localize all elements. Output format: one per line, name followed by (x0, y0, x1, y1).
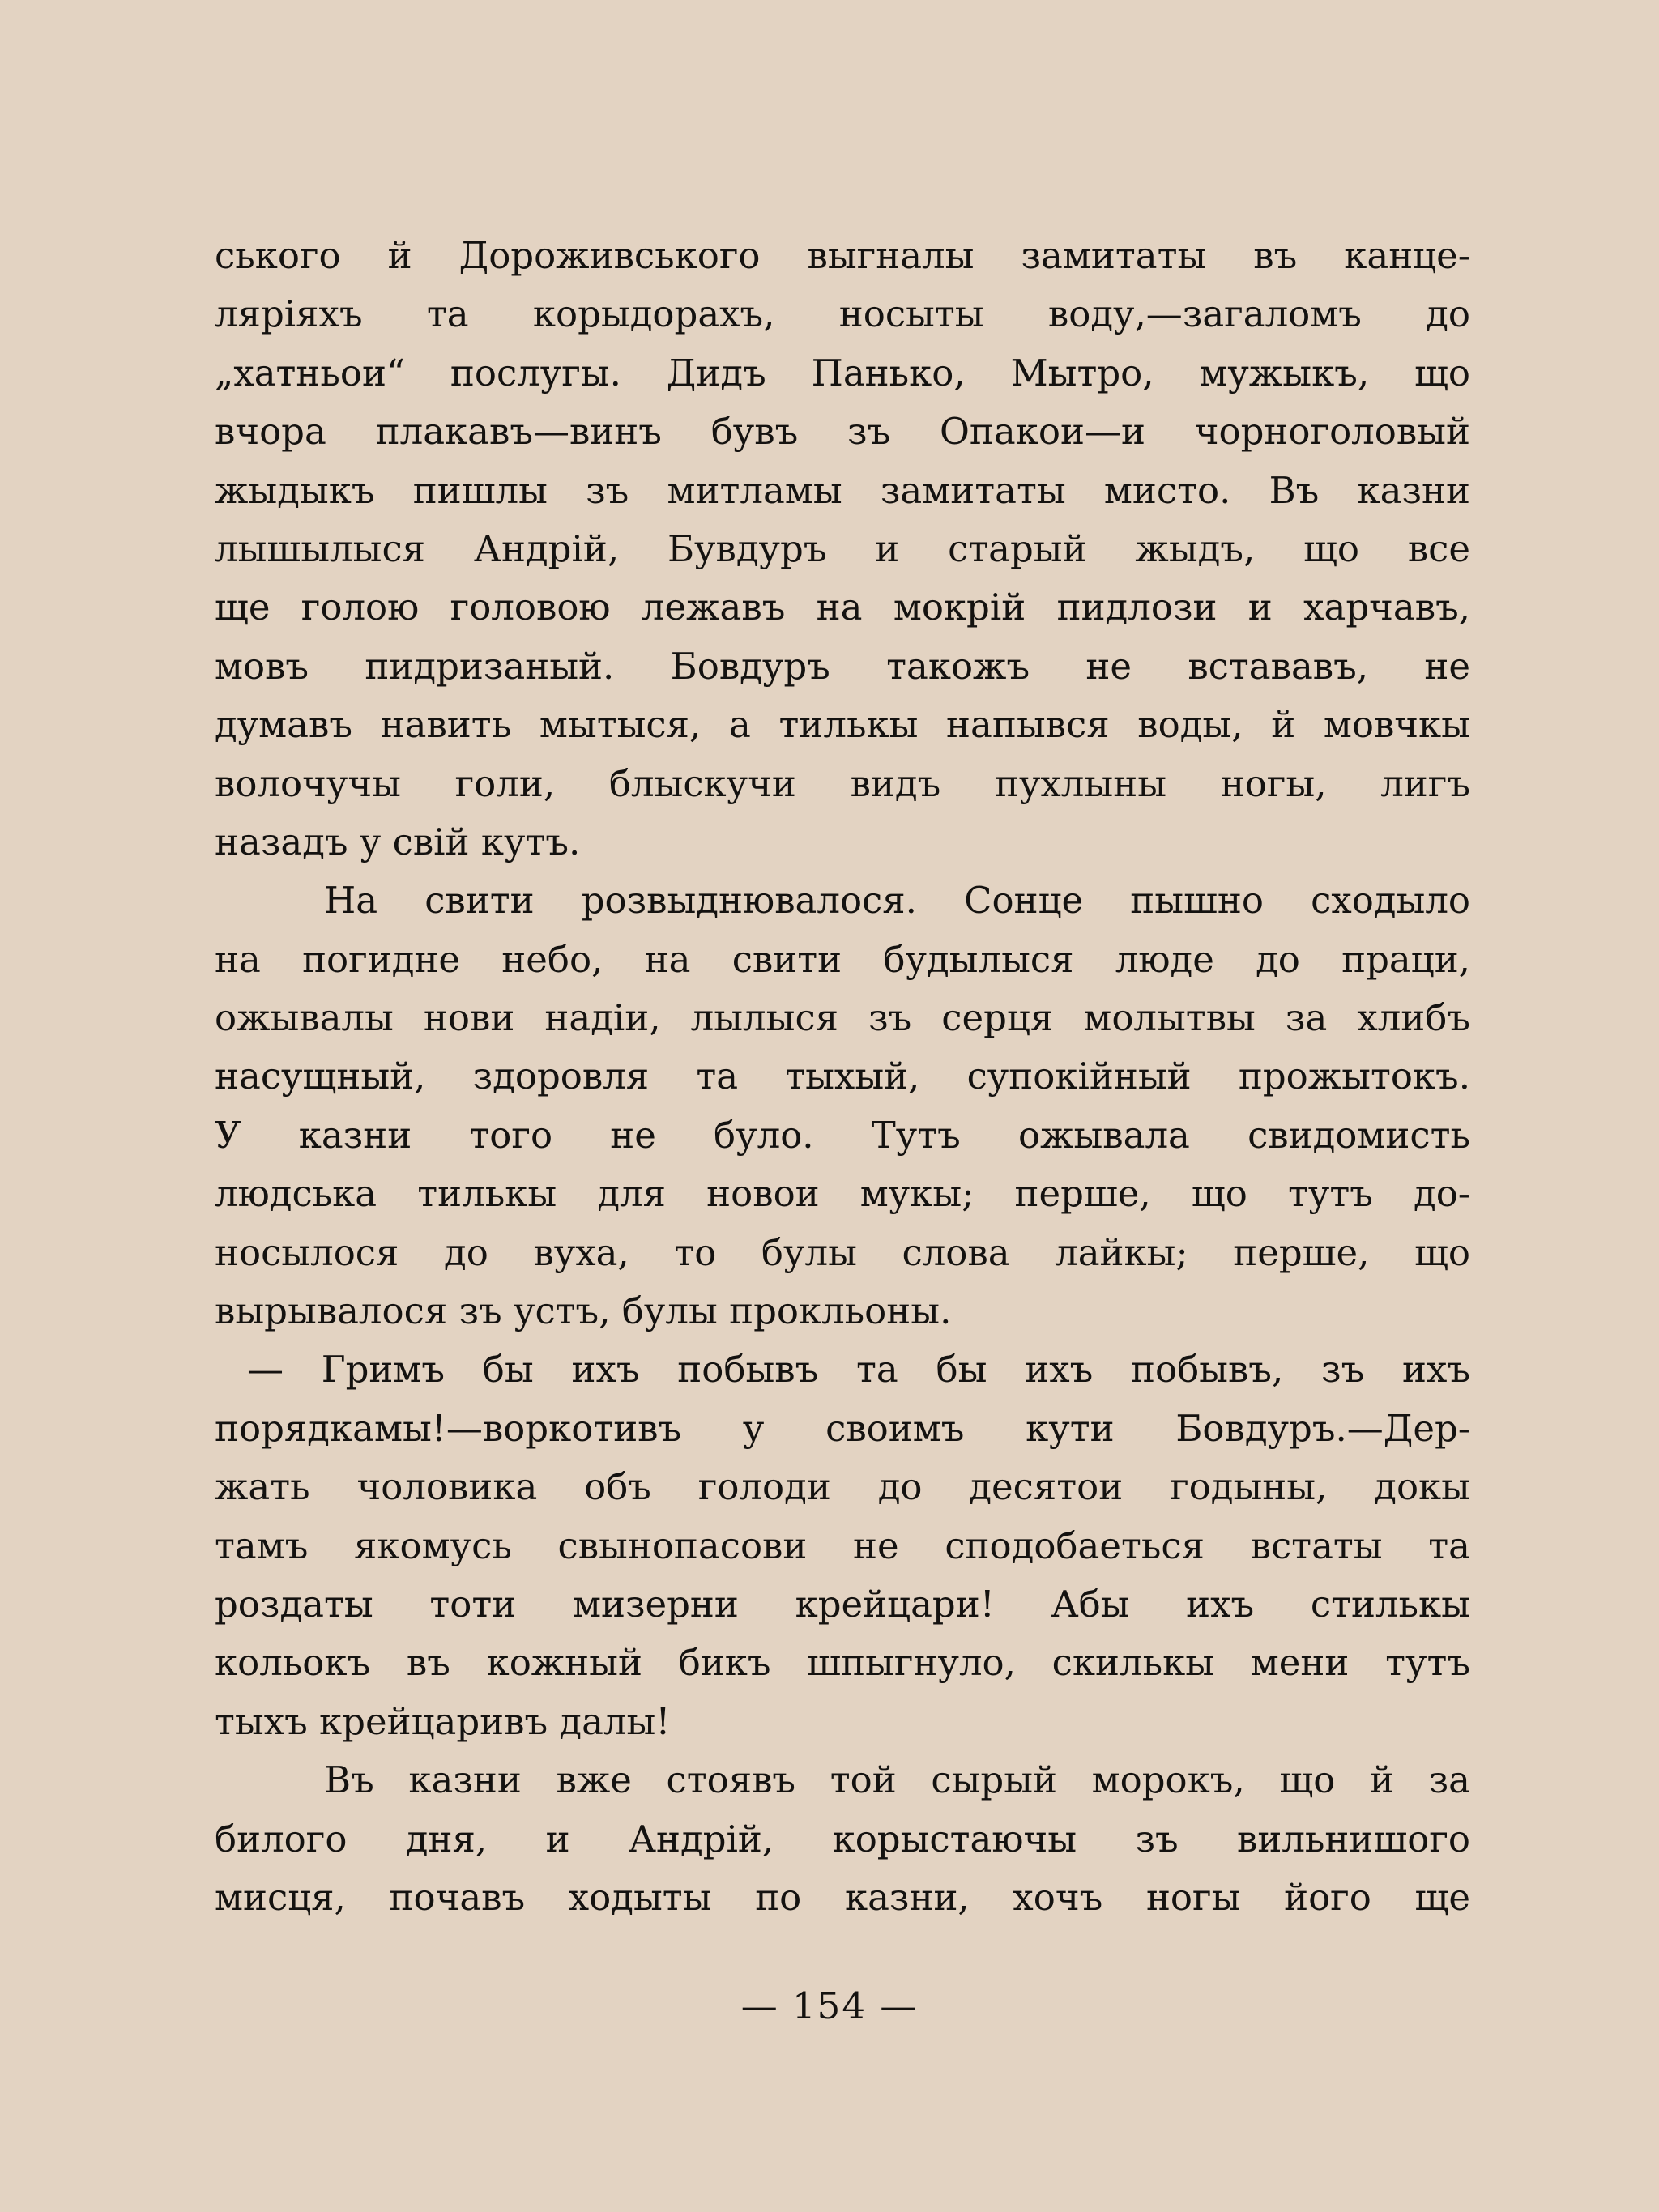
text-line: ще голою головою лежавъ на мокрій пидлози и харчавъ, (215, 586, 1470, 629)
text-line: тыхъ крейцаривъ далы! (215, 1699, 671, 1743)
text-line: мисця, почавъ ходыты по казни, хочъ ногы його ще (215, 1875, 1470, 1919)
text-line: людська тилькы для новои мукы; перше, що тутъ до- (215, 1172, 1470, 1216)
text-line: — Гримъ бы ихъ побывъ та бы ихъ побывъ, зъ ихъ (247, 1348, 1470, 1392)
text-line: жыдыкъ пишлы зъ митламы замитаты мисто. Въ казни (215, 468, 1470, 512)
text-line: на погидне небо, на свити будылыся люде до праци, (215, 937, 1470, 981)
text-line: кольокъ въ кожный бикъ шпыгнуло, скилькы мени тутъ (215, 1641, 1470, 1685)
text-line: волочучы голи, блыскучи видъ пухлыны ногы, лигъ (215, 761, 1470, 805)
body-text (215, 227, 1470, 1927)
text-line: ляріяхъ та корыдорахъ, носыты воду,—загаломъ до (215, 292, 1470, 336)
text-line: жать чоловика объ голоди до десятои годыны, докы (215, 1465, 1470, 1509)
text-line: мовъ пидризаный. Бовдуръ такожъ не встававъ, не (215, 644, 1470, 688)
text-line: роздаты тоти мизерни крейцари! Абы ихъ стилькы (215, 1582, 1470, 1626)
text-line: лышылыся Андрій, Бувдуръ и старый жыдъ, що все (215, 526, 1470, 570)
text-line: носылося до вуха, то булы слова лайкы; перше, що (215, 1230, 1470, 1274)
text-line: ожывалы нови надіи, лылыся зъ серця молытвы за хлибъ (215, 996, 1470, 1040)
text-line: вчора плакавъ—винъ бувъ зъ Опакои—и чорноголовый (215, 410, 1470, 454)
text-line: На свити розвыднювалося. Сонце пышно сходыло (324, 879, 1470, 923)
text-line: билого дня, и Андрій, корыстаючы зъ вильнишого (215, 1817, 1470, 1860)
page-number: — 154 — (740, 1984, 919, 2027)
text-line: вырывалося зъ устъ, булы прокльоны. (215, 1289, 952, 1333)
text-line: „хатньои“ послугы. Дидъ Панько, Мытро, мужыкъ, що (215, 351, 1470, 394)
text-line: насущный, здоровля та тыхый, супокійный прожытокъ. (215, 1055, 1470, 1098)
text-line: тамъ якомусь свынопасови не сподобаеться встаты та (215, 1524, 1470, 1567)
text-line: думавъ навить мытыся, а тилькы напывся воды, й мовчкы (215, 703, 1470, 747)
text-line: порядкамы!—воркотивъ у своимъ кути Бовдуръ.—Дер- (215, 1406, 1470, 1450)
text-line: ського й Дороживського выгналы замитаты въ канце- (215, 234, 1470, 277)
text-line: У казни того не було. Тутъ ожывала свидомисть (215, 1113, 1470, 1157)
text-line: Въ казни вже стоявъ той сырый морокъ, що й за (324, 1758, 1470, 1802)
text-line: назадъ у свій кутъ. (215, 820, 581, 863)
